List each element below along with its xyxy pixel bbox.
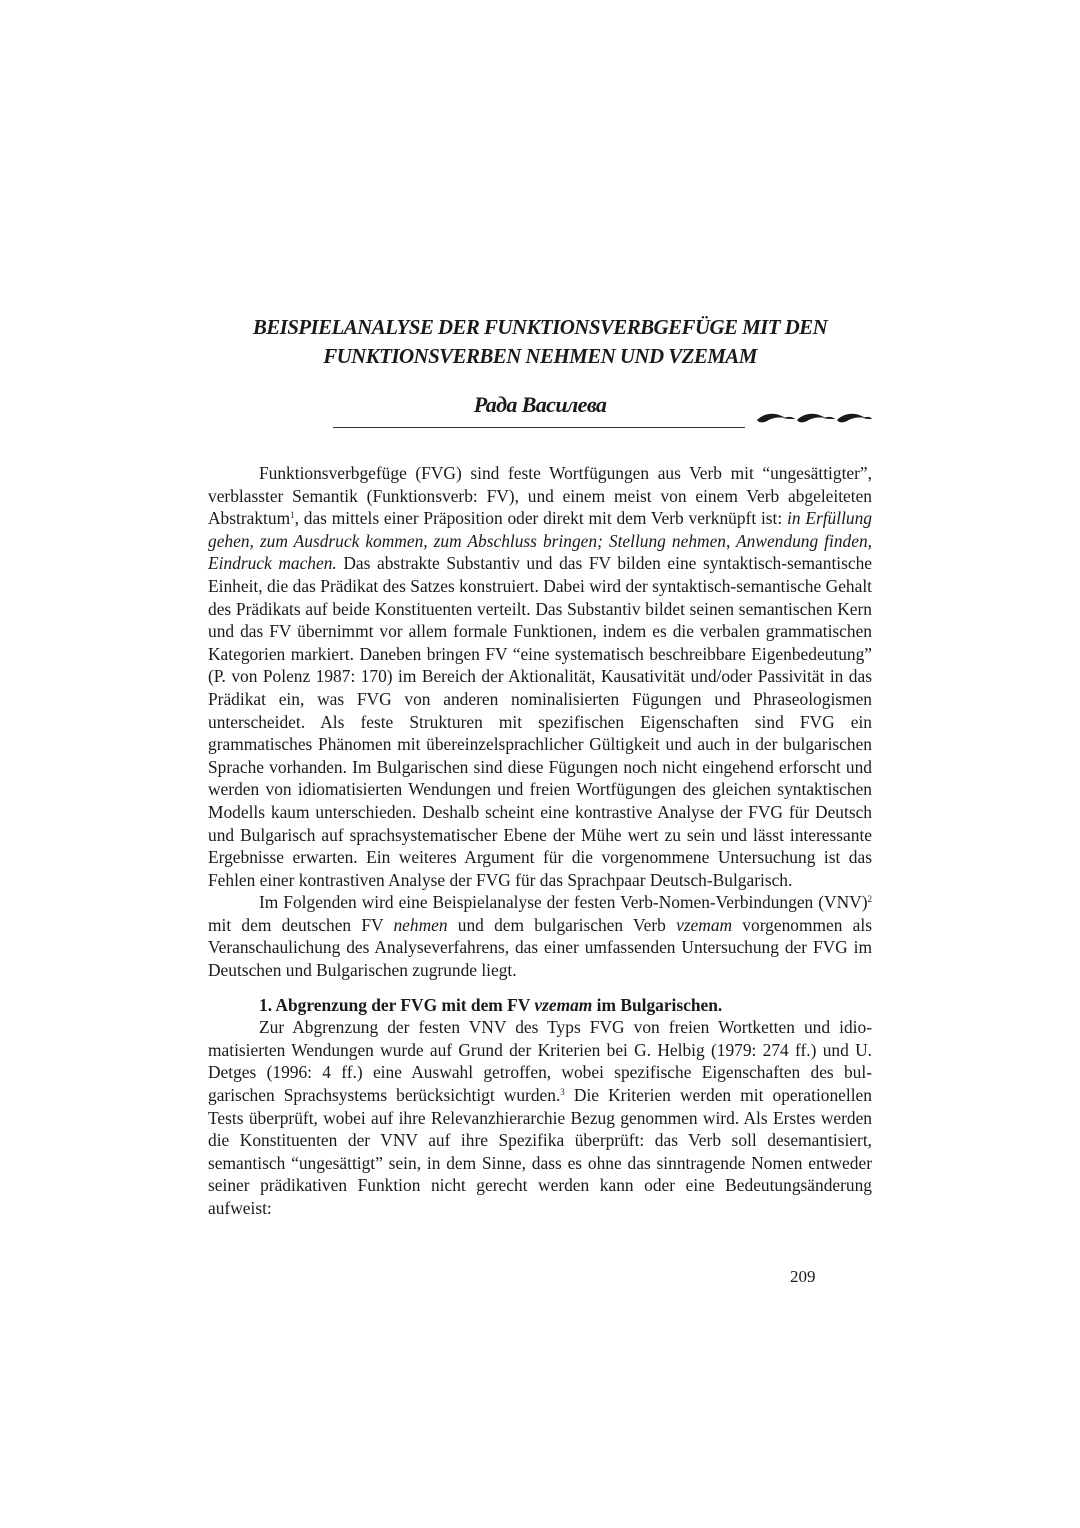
section-heading-text-1: 1. Abgrenzung der FVG mit dem FV: [259, 994, 535, 1015]
p2-word-vzemam: vzemam: [676, 914, 733, 935]
title-line-2-part-4: VZEMAM: [668, 344, 757, 368]
article-title: [150, 313, 930, 371]
p1-examples: in Erfüllung gehen, zum Ausdruck kommen, zum Abschluss bringen; Stellung nehmen, Anwendung finden, Eindruck machen.: [208, 508, 873, 574]
title-line-2-part-1: FUNKTIONSVERBEN: [323, 344, 526, 368]
footnote-ref-1: 1: [290, 510, 295, 521]
page-number: 209: [790, 1267, 816, 1286]
p2-text-2: mit dem deutschen FV: [208, 914, 394, 935]
article-body: [208, 462, 872, 1220]
title-line-2-part-2: NEHMEN: [525, 344, 616, 368]
author-rule: [333, 427, 745, 428]
decorative-swash-icon: [755, 408, 873, 428]
title-line-2: [150, 342, 930, 371]
section-heading-text-2: im Bulgarischen.: [592, 994, 723, 1015]
p3-text-1: Zur Abgrenzung der festen VNV des Typs FVG von freien Wortketten und idio-matisierten Wendungen wurde auf Grund der Kriterien bei G. Helbig (1979: 274 ff.) und U. Detges (1996: 4 ff.) eine Auswahl getroffen, wobei spezifische Eigenschaften des bul-garischen Sprachsystems berücksichtigt wurden.: [208, 1017, 872, 1106]
p1-text-2: , das mittels einer Präposition oder direkt mit dem Verb verknüpft ist:: [294, 508, 788, 529]
p2-text-3: und dem bulgarischen Verb: [447, 914, 677, 935]
p2-word-nehmen: nehmen: [393, 914, 448, 935]
section-heading-word: vzemam: [534, 994, 593, 1015]
footnote-ref-2: 2: [867, 894, 872, 905]
p2-text-4: vorgenommen als Veranschaulichung des Analyseverfahrens, das einer umfassenden Untersuchung der FVG im Deutschen und Bulgarischen zugrunde liegt.: [208, 914, 872, 981]
title-line-2-part-3: UND: [615, 344, 669, 368]
footnote-ref-3: 3: [560, 1087, 565, 1098]
paragraph-1: [208, 462, 872, 891]
section-heading-1: [208, 994, 872, 1017]
author-name: Рада Василева: [473, 392, 607, 417]
paragraph-2: [208, 891, 872, 981]
p3-text-2: Die Kriterien werden mit operationellen Tests überprüft, wobei auf ihre Relevanzhierarchie Bezug genommen wird. Als Erstes werden die Konstituenten der VNV auf ihre Spezifika überprüft: das Verb soll desemantisiert, semantisch “ungesättigt” sein, in dem Sinne, dass es ohne das sinntragende Nomen entweder seiner prädikativen Funktion nicht gerecht werden kann oder eine Bedeutungsänderung aufweist:: [208, 1085, 872, 1218]
p1-text-1: Funktionsverbgefüge (FVG) sind feste Wortfügungen aus Verb mit “ungesättigter”, verblasster Semantik (Funktionsverb: FV), und einem meist von einem Verb abgeleiteten Abstraktum: [208, 463, 872, 529]
p1-text-3: Das abstrakte Substantiv und das FV bilden eine syntaktisch-semantische Einheit, die das Prädikat des Satzes konstruiert. Dabei wird der syntaktisch-semantische Gehalt des Prädikats auf beide Konstituenten verteilt. Das Substantiv bildet seinen semantischen Kern und das FV übernimmt vor allem formale Funktionen, indem es die verbalen grammatischen Kategorien markiert. Daneben bringen FV “eine systematisch beschreibbare Eigenbedeutung” (P. von Polenz 1987: 170) im Bereich der Aktionalität, Kausativität und/oder Passivität in das Prädikat ein, was FVG von anderen nominalisierten Fügungen und Phraseologismen unterscheidet. Als feste Strukturen mit spezifischen Eigenschaften sind FVG ein grammatisches Phänomen mit übereinzelsprachlicher Gültigkeit und auch in der bulgarischen Sprache vorhanden. Im Bulgarischen sind diese Fügungen noch nicht eingehend erforscht und werden von idiomatisierten Wendungen und freien Wortfügungen des gleichen syntaktischen Modells kaum unterschieden. Deshalb scheint eine kontrastive Analyse der FVG für Deutsch und Bulgarisch auf sprachsystematischer Ebene der Mühe wert zu sein und lässt interessante Ergebnisse erwarten. Ein weiteres Argument für die vorgenommene Untersuchung ist das Fehlen einer kontrastiven Analyse der FVG für das Sprachpaar Deutsch-Bulgarisch.: [208, 553, 873, 890]
p2-text-1: Im Folgenden wird eine Beispielanalyse der festen Verb-Nomen-Verbindungen (VNV): [259, 892, 868, 913]
paragraph-3: [208, 1016, 872, 1219]
title-line-1: BEISPIELANALYSE DER FUNKTIONSVERBGEFÜGE MIT DEN: [252, 315, 828, 339]
